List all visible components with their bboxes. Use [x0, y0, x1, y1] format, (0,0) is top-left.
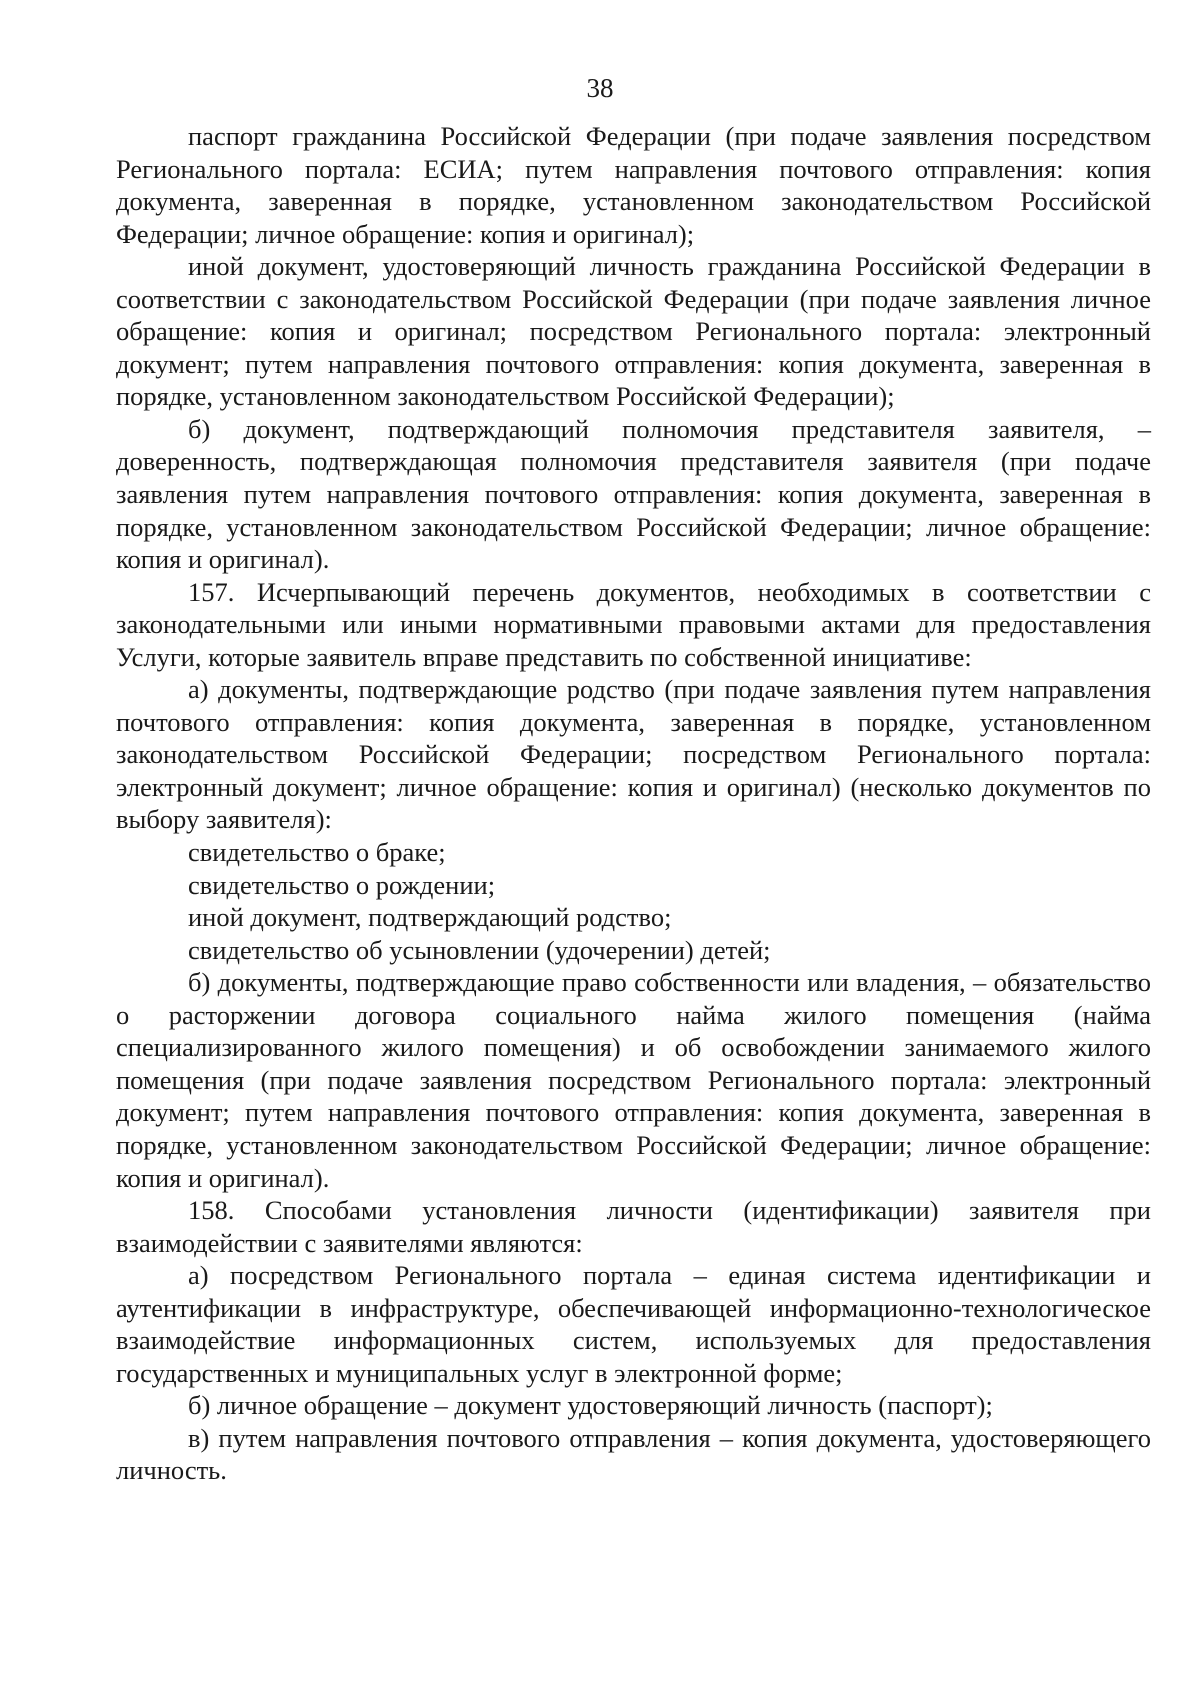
paragraph-personal-visit: б) личное обращение – документ удостоверяющий личность (паспорт);	[188, 1390, 993, 1421]
list-item-birth-certificate: свидетельство о рождении;	[188, 869, 496, 900]
list-item-other-kinship-document: иной документ, подтверждающий родство;	[188, 902, 672, 933]
paragraph-postal-mail: в) путем направления почтового отправления – копия документа, удостоверяющего личность.	[116, 1422, 1151, 1486]
paragraph-ownership-documents: б) документы, подтверждающие право собственности или владения, – обязательство о расторжении договора социального найма жилого помещения (найма специализированного жилого помещения) и об освобождении занимаемого жилого помещения (при подаче заявления посредством Регионального портала: электронный документ; путем направления почтового отправления: копия документа, заверенная в порядке, установленном законодательством Российской Федерации; личное обращение: копия и оригинал).	[116, 967, 1151, 1193]
paragraph-157: 157. Исчерпывающий перечень документов, необходимых в соответствии с законодательными или иными нормативными правовыми актами для предоставления Услуги, которые заявитель вправе представить по собственной инициативе:	[116, 576, 1151, 672]
document-body	[116, 120, 1151, 1487]
list-item-adoption-certificate: свидетельство об усыновлении (удочерении) детей;	[188, 934, 771, 965]
paragraph-other-id-document: иной документ, удостоверяющий личность гражданина Российской Федерации в соответствии с законодательством Российской Федерации (при подаче заявления личное обращение: копия и оригинал; посредством Регионального портала: электронный документ; путем направления почтового отправления: копия документа, заверенная в порядке, установленном законодательством Российской Федерации);	[116, 251, 1151, 412]
list-item-marriage-certificate: свидетельство о браке;	[188, 837, 446, 868]
paragraph-regional-portal-identification: а) посредством Регионального портала – единая система идентификации и аутентификации в инфраструктуре, обеспечивающей информационно-технологическое взаимодействие информационных систем, используемых для предоставления государственных и муниципальных услуг в электронной форме;	[116, 1260, 1151, 1388]
page-number: 38	[586, 73, 614, 103]
paragraph-158: 158. Способами установления личности (идентификации) заявителя при взаимодействии с заявителями являются:	[116, 1195, 1151, 1258]
paragraph-kinship-documents: а) документы, подтверждающие родство (при подаче заявления путем направления почтового отправления: копия документа, заверенная в порядке, установленном законодательством Российской Федерации; посредством Регионального портала: электронный документ; личное обращение: копия и оригинал) (несколько документов по выбору заявителя):	[116, 674, 1151, 835]
paragraph-passport: паспорт гражданина Российской Федерации (при подаче заявления посредством Регионального портала: ЕСИА; путем направления почтового отправления: копия документа, заверенная в порядке, установленном законодательством Российской Федерации; личное обращение: копия и оригинал);	[116, 121, 1151, 249]
paragraph-representative-authority: б) документ, подтверждающий полномочия представителя заявителя, – доверенность, подтверждающая полномочия представителя заявителя (при подаче заявления путем направления почтового отправления: копия документа, заверенная в порядке, установленном законодательством Российской Федерации; личное обращение: копия и оригинал).	[116, 413, 1151, 575]
